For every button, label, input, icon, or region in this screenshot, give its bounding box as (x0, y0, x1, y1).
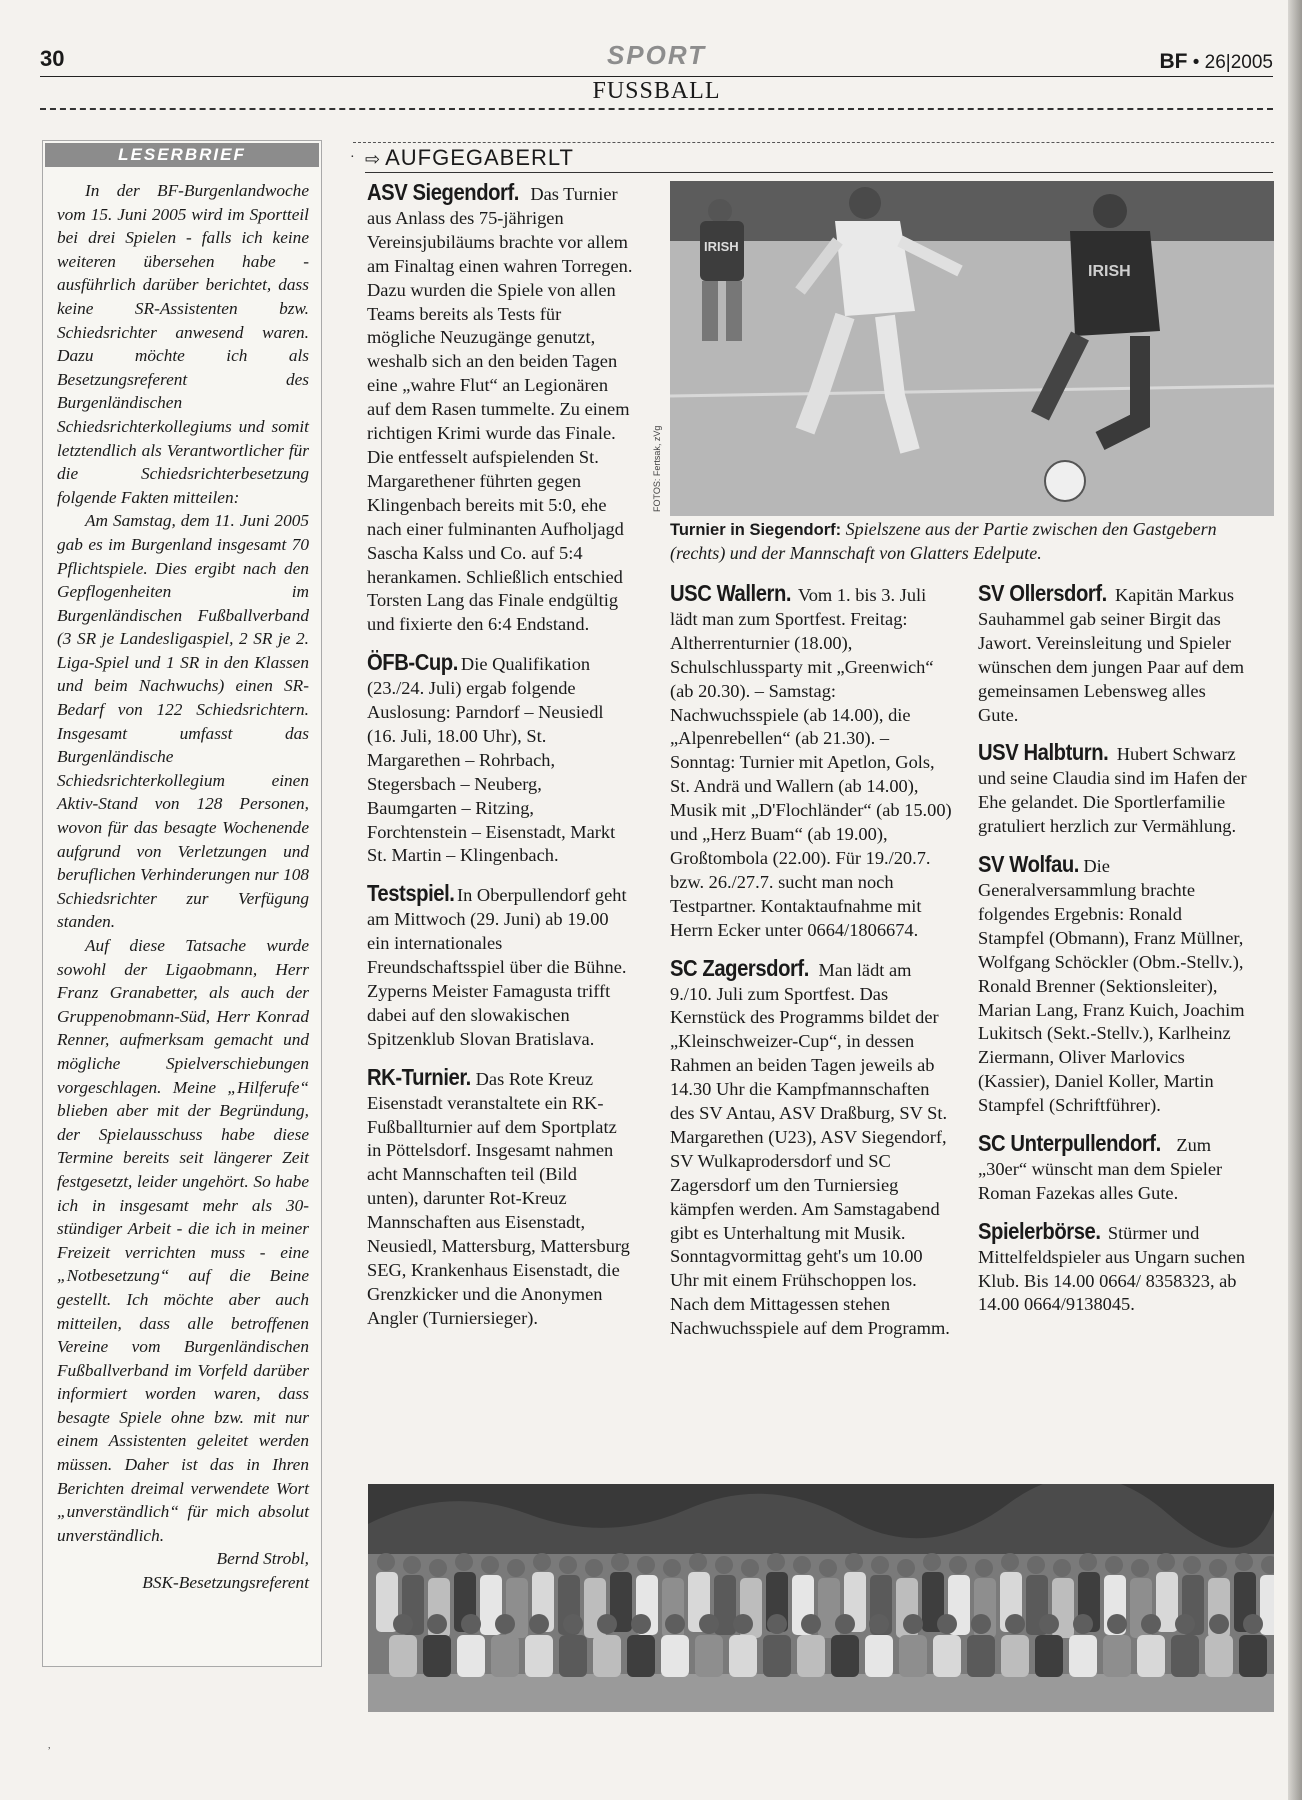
photo-credit: FOTOS: Fertsak, zVg (652, 425, 662, 512)
article-column-1 (367, 181, 633, 1345)
article-column-2 (670, 582, 955, 1355)
person-head (429, 1559, 447, 1577)
person-head (1209, 1559, 1227, 1577)
person-head (507, 1559, 525, 1577)
person-head (767, 1553, 785, 1571)
person-body (831, 1635, 859, 1677)
person-body (695, 1635, 723, 1677)
header-dashed-rule (40, 108, 1273, 110)
leserbrief-paragraph: Auf diese Tatsache wurde sowohl der Ligaobmann, Herr Franz Granabetter, als auch der Gruppenobmann-Süd, Herr Konrad Renner, aufmerksam gemacht und mögliche Spielverschiebungen vorgeschlagen. Meine „Hilferufe“ blieben aber mit der Begründung, der Spielausschuss habe diese Termine bereits seit längerer Zeit festgesetzt, leider ungehört. So habe ich in insgesamt mehr als 30-stündiger Arbeit - die ich in meiner Freizeit verrichten muss - eine „Notbesetzung“ auf die Beine gestellt. Ich möchte aber auch mitteilen, dass alle betroffenen Vereine vom Burgenländischen Fußballverband im Vorfeld darüber informiert worden waren, dass besagte Spiele ohne bzw. mit nur einem Assistenten geleitet werden müssen. Daher ist das in Ihren Berichten dreimal verwendete Wort „unverständlich“ für mich absolut unverständlich. (57, 936, 309, 1545)
person-head (1001, 1553, 1019, 1571)
article-text: Hubert Schwarz und seine Claudia sind im Hafen der Ehe gelandet. Die Sportlerfamilie gratuliert herzlich zur Vermählung. (978, 744, 1247, 837)
person-head (663, 1559, 681, 1577)
person-head (1105, 1556, 1123, 1574)
person-head (611, 1553, 629, 1571)
article-kicker: SV Ollersdorf. (978, 580, 1107, 606)
article-kicker: USC Wallern. (670, 580, 792, 606)
person-head (903, 1614, 923, 1634)
person-head (529, 1614, 549, 1634)
person-body (491, 1635, 519, 1677)
article-column-3 (978, 582, 1248, 1331)
leserbrief-paragraph: In der BF-Burgenlandwoche vom 15. Juni 2005 wird im Sportteil bei drei Spielen - falls ich keine weiteren übersehen habe - ausführlich darüber berichtet, dass keine SR-Assistenten bzw. Schiedsrichter anwesend waren. Dazu möchte ich als Besetzungsreferent des Burgenländischen Schiedsrichterkollegiums und somit letztendlich als Verantwortlicher für die Schiedsrichterbesetzung folgende Fakten mitteilen: (57, 181, 309, 507)
person-head (1141, 1614, 1161, 1634)
article (367, 651, 633, 868)
person-head (949, 1556, 967, 1574)
person-body (967, 1635, 995, 1677)
person-body (525, 1635, 553, 1677)
article-kicker: Testspiel. (367, 880, 455, 907)
person-head (689, 1553, 707, 1571)
person-head (377, 1553, 395, 1571)
header-rule (40, 76, 1273, 77)
article (978, 741, 1248, 839)
person-body (1205, 1635, 1233, 1677)
article-text: Stürmer und Mittelfeldspieler aus Ungarn suchen Klub. Bis 14.00 0664/ 8358323, ab 14.00 0664/9138045. (978, 1222, 1246, 1315)
article-kicker: SC Unterpullendorf. (978, 1130, 1161, 1157)
article-kicker: ASV Siegendorf. (367, 179, 519, 205)
rubric-dashed-rule (353, 142, 1274, 143)
leserbrief-title: LESERBRIEF (45, 143, 319, 167)
jersey-text: IRISH (704, 239, 739, 254)
article-text: Zum „30er“ wünscht man dem Spieler Roman Fazekas alles Gute. (978, 1135, 1223, 1203)
signature-role: BSK-Besetzungsreferent (142, 1573, 309, 1593)
article-kicker: ÖFB-Cup. (367, 649, 458, 676)
leserbrief-paragraph: Am Samstag, dem 11. Juni 2005 gab es im Burgenland insgesamt 70 Pflichtspiele. Dies ergibt nach den Gepflogenheiten im Burgenländischen Fußballverband (3 SR je Landesligaspiel, 2 SR je 2. Liga-Spiel und 1 SR in den Klassen und beim Nachwuchs) einen SR-Bedarf von 122 Schiedsrichtern. Insgesamt umfasst das Burgenländische Schiedsrichterkollegium einen Aktiv-Stand von 128 Personen, wovon für das besagte Wochenende aufgrund von Verletzungen und beruflichen Verhinderungen nur 108 Schiedsrichter zur Verfügung standen. (57, 511, 309, 932)
person-head (733, 1614, 753, 1634)
person-body (763, 1635, 791, 1677)
person-head (495, 1614, 515, 1634)
person-head (819, 1559, 837, 1577)
article (978, 853, 1248, 1118)
person-body (933, 1635, 961, 1677)
person-head (871, 1556, 889, 1574)
person-head (937, 1614, 957, 1634)
person-body (899, 1635, 927, 1677)
team-group-photo (368, 1484, 1274, 1712)
article-text: In Oberpullendorf geht am Mittwoch (29. Juni) ab 19.00 ein internationales Freundschaftsspiel über die Bühne. Zyperns Meister Famagusta trifft dabei auf den slowakischen Spitzenklub Slovan Bratislava. (367, 885, 627, 1049)
person-head (767, 1614, 787, 1634)
person-head (1131, 1559, 1149, 1577)
person-head (1073, 1614, 1093, 1634)
person-body (1035, 1635, 1063, 1677)
issue-separator: • (1192, 52, 1200, 73)
article-text: Man lädt am 9./10. Juli zum Sportfest. Das Kernstück des Programms bildet der „Kleinschweizer-Cup“, in dessen Rahmen an beiden Tagen jeweils ab 14.30 Uhr die Kampfmannschaften des SV Antau, ASV Draßburg, SV St. Margarethen (U23), ASV Siegendorf, SV Wulkaprodersdorf und SC Zagersdorf um den Turniersieg kämpfen werden. Am Samstagabend gibt es Unterhaltung mit Musik. Sonntagvormittag geht's um 10.00 Uhr mit einem Frühschoppen los. Nach dem Mittagessen stehen Nachwuchsspiele auf dem Programm. (670, 959, 950, 1339)
person-head (1209, 1614, 1229, 1634)
article (367, 181, 633, 637)
person-body (593, 1635, 621, 1677)
section-title: SPORT (606, 40, 707, 70)
person-body (1001, 1635, 1029, 1677)
article-kicker: RK-Turnier. (367, 1063, 471, 1090)
article-kicker: USV Halbturn. (978, 739, 1109, 766)
article (978, 582, 1248, 727)
person-head (665, 1614, 685, 1634)
person-body (627, 1635, 655, 1677)
person-head (1107, 1614, 1127, 1634)
article-kicker: SV Wolfau. (978, 851, 1079, 878)
person-body (389, 1635, 417, 1677)
article-text: Die Generalversammlung brachte folgendes Ergebnis: Ronald Stampfel (Obmann), Franz Müllner, Wolfgang Schöckler (Obm.-Stellv.), Ronald Brenner (Sektionsleiter), Marian Lang, Franz Kuich, Joachim Lukitsch (Sekt.-Stellv.), Karlheinz Ziermann, Oliver Marlovics (Kassier), Daniel Koller, Martin Stampfel (Schriftführer). (978, 856, 1245, 1116)
issue-label (1159, 50, 1273, 74)
person-head (1243, 1614, 1263, 1634)
leserbrief-body (43, 169, 321, 1595)
person-head (801, 1614, 821, 1634)
person-head (715, 1556, 733, 1574)
person-head (403, 1556, 421, 1574)
person-head (597, 1614, 617, 1634)
article (978, 1132, 1248, 1206)
person-head (741, 1559, 759, 1577)
person-head (461, 1614, 481, 1634)
article (978, 1217, 1248, 1318)
person-head (1175, 1614, 1195, 1634)
page-edge (1288, 0, 1302, 1800)
person-body (1069, 1635, 1097, 1677)
person-body (1137, 1635, 1165, 1677)
person-body (1239, 1635, 1267, 1677)
person-head (1053, 1559, 1071, 1577)
rubric-header (365, 145, 1273, 173)
person-head (427, 1614, 447, 1634)
signature-name: Bernd Strobl, (216, 1549, 309, 1569)
person-head (1157, 1553, 1175, 1571)
issue-brand: BF (1159, 50, 1188, 73)
jersey-text: IRISH (1088, 263, 1131, 280)
person-head (1079, 1553, 1097, 1571)
person-head (455, 1553, 473, 1571)
person-body (797, 1635, 825, 1677)
person-body (661, 1635, 689, 1677)
person-head (897, 1559, 915, 1577)
article-text: Vom 1. bis 3. Juli lädt man zum Sportfest. Freitag: Altherrenturnier (18.00), Schulschlussparty mit „Greenwich“ (ab 20.30). – Samstag: Nachwuchsspiele (ab 14.00), die „Alpenrebellen“ (ab 21.30). – Sonntag: Turnier mit Apetlon, Gols, St. Andrä und Wallern (ab 14.00), Musik mit „D'Flochländer“ (ab 15.00) und „Herz Buam“ (ab 19.00), Großtombola (22.00). Für 19./20.7. bzw. 26./27.7. sucht man noch Testpartner. Kontaktaufnahme mit Herrn Ecker unter 0664/1806674. (670, 585, 952, 940)
person-head (563, 1614, 583, 1634)
person-head (923, 1553, 941, 1571)
person-body (559, 1635, 587, 1677)
person-head (533, 1553, 551, 1571)
caption-bold: Turnier in Siegendorf: (670, 521, 842, 539)
arrow-icon: ⇨ (365, 149, 382, 169)
person-head (1235, 1553, 1253, 1571)
person-body (865, 1635, 893, 1677)
person-body (457, 1635, 485, 1677)
person-head (637, 1556, 655, 1574)
article (670, 582, 955, 943)
article (367, 882, 633, 1051)
article-text: Das Rote Kreuz Eisenstadt veranstaltete ein RK-Fußballturnier auf dem Sportplatz in Pöttelsdorf. Insgesamt nahmen acht Mannschaften teil (Bild unten), darunter Rot-Kreuz Mannschaften aus Eisenstadt, Neusiedl, Mattersburg, Mattersburg SEG, Krankenhaus Eisenstadt, die Grenzkicker und die Anonymen Angler (Turniersieger). (367, 1068, 630, 1328)
article-text: Kapitän Markus Sauhammel gab seiner Birgit das Jawort. Vereinsleitung und Spieler wünschen dem jungen Paar auf dem gemeinsamen Lebensweg alles Gute. (978, 585, 1245, 725)
person-head (793, 1556, 811, 1574)
article-kicker: Spielerbörse. (978, 1217, 1101, 1244)
person-head (1027, 1556, 1045, 1574)
match-scene-illustration (670, 181, 1274, 516)
article-kicker: SC Zagersdorf. (670, 954, 809, 981)
person-head (1183, 1556, 1201, 1574)
person-head (393, 1614, 413, 1634)
group-illustration (368, 1484, 1274, 1712)
article-text: Die Qualifikation (23./24. Juli) ergab folgende Auslosung: Parndorf – Neusiedl (16. Juli, 18.00 Uhr), St. Margarethen – Rohrbach, Stegersbach – Neuberg, Baumgarten – Ritzing, Forchtenstein – Eisenstadt, Markt St. Martin – Klingenbach. (367, 654, 616, 866)
subsection-title: FUSSBALL (592, 78, 721, 104)
issue-number: 26|2005 (1204, 52, 1273, 73)
person-head (559, 1556, 577, 1574)
person-head (481, 1556, 499, 1574)
football-player-photo (670, 181, 1274, 516)
person-head (869, 1614, 889, 1634)
person-head (699, 1614, 719, 1634)
person-body (729, 1635, 757, 1677)
rubric-label: AUFGEGABERLT (385, 145, 574, 170)
person-head (971, 1614, 991, 1634)
caption-text: Spielszene aus der Partie zwischen den Gastgebern (rechts) und der Mannschaft von Glatters Edelpute. (670, 519, 1217, 563)
person-body (1103, 1635, 1131, 1677)
person-body (423, 1635, 451, 1677)
person-head (631, 1614, 651, 1634)
person-head (835, 1614, 855, 1634)
football-icon (1045, 461, 1085, 501)
decorative-dot: · (350, 150, 355, 165)
leserbrief-box (42, 140, 322, 1667)
article (670, 954, 955, 1342)
person-head (845, 1553, 863, 1571)
page-header (40, 40, 1273, 110)
person-head (975, 1559, 993, 1577)
person-body (1171, 1635, 1199, 1677)
person-head (1039, 1614, 1059, 1634)
person-head (1005, 1614, 1025, 1634)
article (367, 1063, 633, 1331)
person-head (585, 1559, 603, 1577)
page-mark: , (48, 1740, 51, 1751)
article-text: Das Turnier aus Anlass des 75-jährigen Vereinsjubiläums brachte vor allem am Finaltag einen wahren Torregen. Dazu wurden die Spiele von allen Teams bereits als Tests für mögliche Neuzugänge genutzt, weshalb sich an den beiden Tagen eine „wahre Flut“ an Legionären auf dem Rasen tummelte. Zu einem richtigen Krimi wurde das Finale. Die entfesselt aufspielenden St. Margarethener führten gegen Klingenbach bereits mit 5:0, ehe nach einer fulminanten Aufholjagd Sascha Kalss und Co. auf 5:4 herankamen. Schließlich entschied Torsten Lang das Finale endgültig und fixierte den 6:4 Endstand. (367, 184, 633, 635)
photo-caption (670, 518, 1274, 565)
page-number: 30 (40, 46, 65, 71)
rubric-rule (365, 172, 1273, 173)
